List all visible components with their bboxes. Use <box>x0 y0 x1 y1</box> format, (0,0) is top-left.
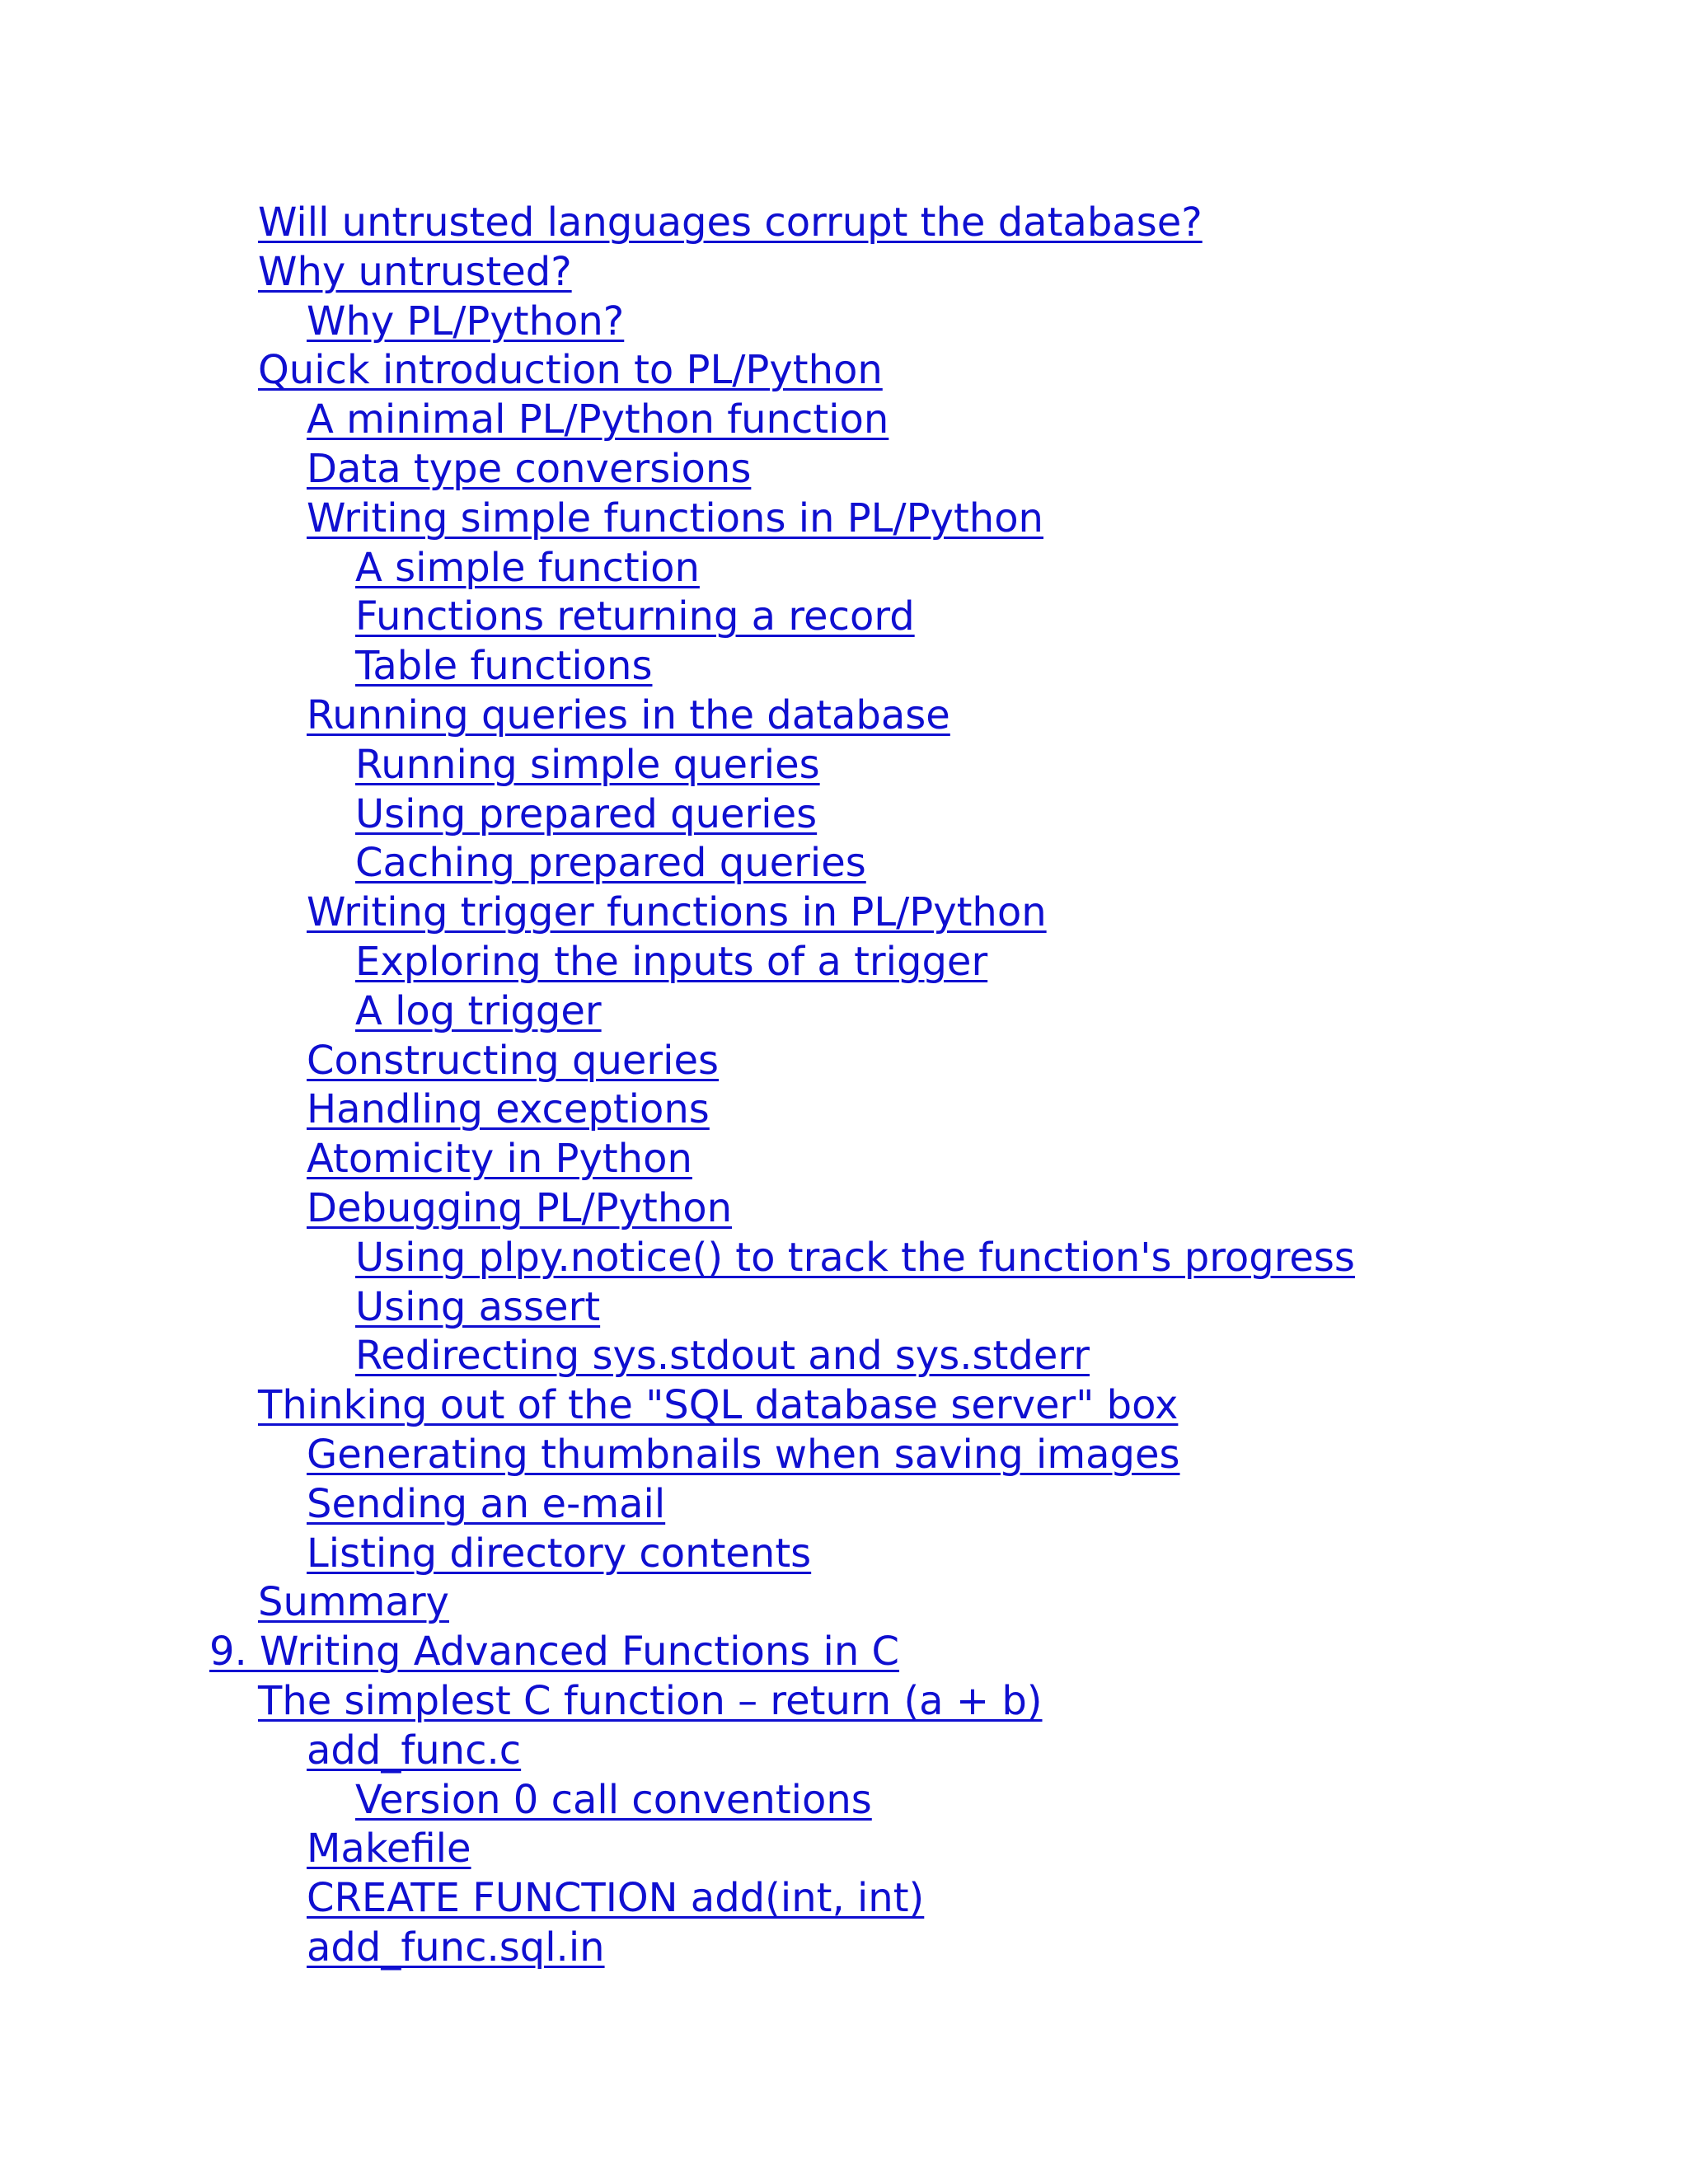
toc-link[interactable]: The simplest C function – return (a + b) <box>258 1678 1043 1724</box>
toc-link[interactable]: Data type conversions <box>307 446 752 492</box>
toc-link[interactable]: Running queries in the database <box>307 692 950 738</box>
toc-link[interactable]: Writing simple functions in PL/Python <box>307 495 1043 541</box>
toc-link[interactable]: Thinking out of the "SQL database server" box <box>258 1382 1179 1428</box>
toc-link[interactable]: Using plpy.notice() to track the function's progress <box>355 1235 1355 1281</box>
toc-link[interactable]: Generating thumbnails when saving images <box>307 1432 1180 1478</box>
toc-link[interactable]: Atomicity in Python <box>307 1136 692 1182</box>
toc-link[interactable]: Summary <box>258 1579 449 1625</box>
toc-link[interactable]: Handling exceptions <box>307 1086 710 1132</box>
toc-link[interactable]: Quick introduction to PL/Python <box>258 347 883 393</box>
toc-link[interactable]: CREATE FUNCTION add(int, int) <box>307 1875 925 1921</box>
toc-link[interactable]: Why untrusted? <box>258 249 572 295</box>
toc-link[interactable]: Why PL/Python? <box>307 298 625 344</box>
toc-link[interactable]: A minimal PL/Python function <box>307 396 889 443</box>
toc-link[interactable]: Writing trigger functions in PL/Python <box>307 889 1047 935</box>
toc-link[interactable]: add_func.c <box>307 1727 522 1774</box>
toc-link[interactable]: Table functions <box>355 643 653 689</box>
toc-link[interactable]: Sending an e-mail <box>307 1481 666 1527</box>
toc-link[interactable]: Will untrusted languages corrupt the database? <box>258 199 1203 246</box>
toc-link[interactable]: Caching prepared queries <box>355 840 866 886</box>
toc-link[interactable]: Debugging PL/Python <box>307 1185 733 1231</box>
toc-link[interactable]: 9. Writing Advanced Functions in C <box>209 1629 900 1675</box>
toc-link[interactable]: Using prepared queries <box>355 791 818 837</box>
toc-link[interactable]: Functions returning a record <box>355 593 915 640</box>
toc-link[interactable]: Constructing queries <box>307 1038 720 1084</box>
toc-link[interactable]: Using assert <box>355 1284 601 1330</box>
toc-link[interactable]: A log trigger <box>355 988 602 1034</box>
toc-link[interactable]: A simple function <box>355 545 700 591</box>
toc-link[interactable]: Makefile <box>307 1825 471 1872</box>
toc-link[interactable]: Running simple queries <box>355 742 820 788</box>
toc-link[interactable]: Redirecting sys.stdout and sys.stderr <box>355 1333 1090 1379</box>
toc-link[interactable]: add_func.sql.in <box>307 1924 605 1971</box>
toc-link[interactable]: Exploring the inputs of a trigger <box>355 939 988 985</box>
toc-link[interactable]: Listing directory contents <box>307 1530 812 1577</box>
toc-link[interactable]: Version 0 call conventions <box>355 1777 872 1823</box>
